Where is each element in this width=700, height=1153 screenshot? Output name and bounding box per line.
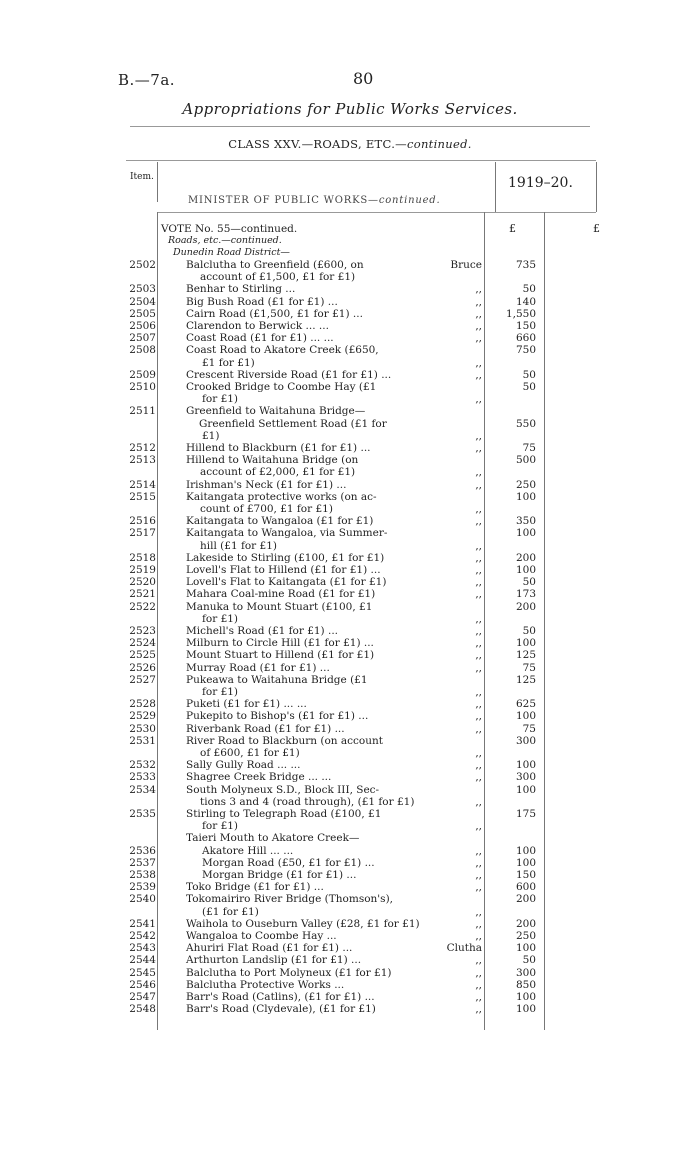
item-number: 2519: [129, 564, 156, 576]
locality: Clutha: [446, 942, 482, 955]
amount: 300: [515, 966, 536, 979]
locality: ,,: [475, 576, 482, 589]
locality: ,,: [475, 820, 482, 833]
locality: Bruce: [450, 259, 482, 271]
item-description: of £600, £1 for £1): [200, 747, 300, 759]
item-number: 2537: [129, 856, 156, 869]
locality: ,,: [475, 612, 482, 625]
item-description: Morgan Road (£50, £1 for £1) ...: [202, 856, 375, 869]
locality: ,,: [475, 503, 482, 515]
item-number: 2521: [129, 588, 156, 601]
item-description: Mahara Coal-mine Road (£1 for £1): [186, 588, 376, 601]
amount: 625: [515, 698, 536, 711]
item-number: 2522: [129, 600, 156, 613]
amount: 100: [515, 991, 536, 1003]
item-description: £1): [202, 429, 220, 442]
year-header: 1919–20.: [508, 175, 573, 191]
locality: ,,: [475, 551, 482, 564]
item-description: Mount Stuart to Hillend (£1 for £1): [186, 649, 375, 662]
item-description: Benhar to Stirling ...: [186, 283, 296, 296]
amount: 550: [515, 417, 536, 430]
amount: 600: [515, 881, 536, 894]
locality: ,,: [475, 307, 482, 320]
amount: 100: [515, 637, 536, 650]
item-description: Michell's Road (£1 for £1) ...: [186, 625, 339, 637]
item-description: Wangaloa to Coombe Hay ...: [186, 930, 337, 942]
locality: ,,: [475, 637, 482, 650]
amount: 300: [515, 771, 536, 784]
item-description: Stirling to Telegraph Road (£100, £1: [186, 808, 382, 820]
amount: 200: [515, 917, 536, 930]
amount: 300: [515, 734, 536, 747]
item-description: Waihola to Ouseburn Valley (£28, £1 for £1): [186, 917, 420, 930]
item-number: 2520: [129, 576, 156, 589]
amount: 200: [515, 600, 536, 613]
amount: 140: [515, 295, 536, 308]
item-description: for £1): [202, 612, 239, 625]
amount: 125: [515, 649, 536, 662]
amount: 50: [522, 381, 536, 393]
item-number: 2540: [129, 893, 156, 906]
amount: 1,550: [505, 307, 536, 320]
item-number: 2548: [129, 1003, 156, 1016]
vote-heading: VOTE No. 55—continued.: [161, 223, 298, 235]
amount: 500: [515, 454, 536, 467]
locality: ,,: [475, 429, 482, 442]
year-right-divider: [596, 162, 597, 212]
item-description: Greenfield to Waitahuna Bridge—: [186, 405, 366, 418]
locality: ,,: [475, 747, 482, 759]
locality: ,,: [475, 442, 482, 454]
item-number: 2534: [129, 783, 156, 796]
item-description: Ahuriri Flat Road (£1 for £1) ...: [186, 942, 353, 955]
item-description: for £1): [202, 393, 239, 406]
locality: ,,: [475, 393, 482, 406]
document-code: B.—7a.: [118, 71, 176, 89]
item-description: Barr's Road (Clydevale), (£1 for £1): [186, 1003, 376, 1016]
item-number: 2539: [129, 881, 156, 894]
item-number: 2538: [129, 869, 156, 881]
item-description: Pukepito to Bishop's (£1 for £1) ...: [186, 710, 369, 723]
amount: 50: [522, 368, 536, 381]
item-number: 2524: [129, 637, 156, 650]
item-description: Manuka to Mount Stuart (£100, £1: [186, 600, 373, 613]
item-number: 2526: [129, 661, 156, 674]
item-number: 2535: [129, 808, 156, 820]
locality: ,,: [475, 856, 482, 869]
item-description: Hillend to Blackburn (£1 for £1) ...: [186, 442, 371, 454]
item-description: Cairn Road (£1,500, £1 for £1) ...: [186, 307, 363, 320]
amount: 200: [515, 551, 536, 564]
item-description: Taieri Mouth to Akatore Creek—: [186, 832, 360, 845]
item-description: Coast Road to Akatore Creek (£650,: [186, 344, 379, 357]
item-number: 2525: [129, 649, 156, 662]
locality: ,,: [475, 356, 482, 369]
table-top-rule: [126, 160, 596, 161]
amount: 250: [515, 930, 536, 942]
locality: ,,: [475, 625, 482, 637]
item-number: 2516: [129, 515, 156, 528]
item-description: Sally Gully Road ... ...: [186, 759, 301, 772]
item-number: 2528: [129, 698, 156, 711]
item-description: Big Bush Road (£1 for £1) ...: [186, 295, 338, 308]
item-description: River Road to Blackburn (on account: [186, 734, 383, 747]
item-description: Akatore Hill ... ...: [202, 844, 294, 857]
amount: 750: [515, 344, 536, 357]
locality: ,,: [475, 686, 482, 698]
pound-sign-1: £: [509, 222, 516, 235]
locality: ,,: [475, 722, 482, 735]
item-number: 2513: [129, 454, 156, 467]
amount: 50: [522, 576, 536, 589]
item-description: Lakeside to Stirling (£100, £1 for £1): [186, 551, 385, 564]
locality: ,,: [475, 515, 482, 528]
item-number: 2546: [129, 978, 156, 991]
item-number: 2533: [129, 771, 156, 784]
locality: ,,: [475, 881, 482, 894]
amount: 175: [515, 808, 536, 820]
item-description: Balclutha to Greenfield (£600, on: [186, 259, 364, 271]
locality: ,,: [475, 661, 482, 674]
item-description: Kaitangata to Wangaloa, via Summer-: [186, 527, 388, 540]
item-number: 2510: [129, 381, 156, 393]
item-number: 2545: [129, 966, 156, 979]
item-description: Kaitangata protective works (on ac-: [186, 490, 377, 503]
locality: ,,: [475, 710, 482, 723]
amount: 50: [522, 625, 536, 637]
item-number: 2531: [129, 734, 156, 747]
locality: ,,: [475, 1003, 482, 1016]
item-number: 2530: [129, 722, 156, 735]
item-number: 2509: [129, 368, 156, 381]
amount: 75: [522, 722, 536, 735]
amount: 75: [522, 661, 536, 674]
amount: 100: [515, 564, 536, 576]
roads-heading: Roads, etc.—continued.: [168, 235, 282, 246]
amount: 100: [515, 710, 536, 723]
item-description: Coast Road (£1 for £1) ... ...: [186, 332, 334, 345]
locality: ,,: [475, 478, 482, 491]
item-number: 2529: [129, 710, 156, 723]
amount: 735: [515, 259, 536, 271]
item-number: 2511: [129, 405, 156, 418]
amount: 100: [515, 783, 536, 796]
item-description: Crescent Riverside Road (£1 for £1) ...: [186, 368, 392, 381]
locality: ,,: [475, 698, 482, 711]
locality: ,,: [475, 588, 482, 601]
item-description: Milburn to Circle Hill (£1 for £1) ...: [186, 637, 374, 650]
item-description: Hillend to Waitahuna Bridge (on: [186, 454, 359, 467]
page-number: 80: [353, 69, 374, 88]
item-number: 2542: [129, 930, 156, 942]
amount: 100: [515, 527, 536, 540]
item-description: account of £1,500, £1 for £1): [200, 271, 356, 284]
item-description: Murray Road (£1 for £1) ...: [186, 661, 330, 674]
item-column-header: Item.: [130, 172, 154, 182]
locality: ,,: [475, 795, 482, 808]
amount: 150: [515, 320, 536, 332]
item-description: for £1): [202, 820, 239, 833]
class-subtitle: CLASS XXV.—ROADS, ETC.—continued.: [228, 137, 472, 151]
item-number: 2508: [129, 344, 156, 357]
item-description: hill (£1 for £1): [200, 539, 277, 552]
locality: ,,: [475, 649, 482, 662]
amount: 125: [515, 673, 536, 686]
locality: ,,: [475, 466, 482, 479]
amount: 75: [522, 442, 536, 454]
item-description: Pukeawa to Waitahuna Bridge (£1: [186, 673, 368, 686]
item-number: 2506: [129, 320, 156, 332]
item-description: Puketi (£1 for £1) ... ...: [186, 698, 307, 711]
item-number: 2507: [129, 332, 156, 345]
item-description: account of £2,000, £1 for £1): [200, 466, 356, 479]
locality: ,,: [475, 991, 482, 1003]
item-description: Riverbank Road (£1 for £1) ...: [186, 722, 345, 735]
locality: ,,: [475, 539, 482, 552]
amount-right-divider: [544, 212, 545, 1030]
pound-sign-2: £: [593, 222, 600, 235]
item-description: Tokomairiro River Bridge (Thomson's),: [186, 893, 394, 906]
amount-left-divider: [484, 212, 485, 1030]
item-number: 2505: [129, 307, 156, 320]
amount: 100: [515, 856, 536, 869]
item-description: Kaitangata to Wangaloa (£1 for £1): [186, 515, 374, 528]
locality: ,,: [475, 320, 482, 332]
amount: 250: [515, 478, 536, 491]
item-description: Barr's Road (Catlins), (£1 for £1) ...: [186, 991, 375, 1003]
item-description: Clarendon to Berwick ... ...: [186, 320, 329, 332]
item-description: Shagree Creek Bridge ... ...: [186, 771, 332, 784]
item-description: Arthurton Landslip (£1 for £1) ...: [186, 954, 362, 967]
item-description: Crooked Bridge to Coombe Hay (£1: [186, 381, 377, 393]
item-number: 2512: [129, 442, 156, 454]
item-number: 2544: [129, 954, 156, 967]
item-number: 2532: [129, 759, 156, 772]
item-description: Lovell's Flat to Kaitangata (£1 for £1): [186, 576, 387, 589]
item-number: 2527: [129, 673, 156, 686]
item-header-divider: [157, 162, 158, 202]
item-number: 2517: [129, 527, 156, 540]
amount: 850: [515, 978, 536, 991]
locality: ,,: [475, 759, 482, 772]
amount: 50: [522, 283, 536, 296]
item-description: Lovell's Flat to Hillend (£1 for £1) ...: [186, 564, 381, 576]
minister-rule: [157, 212, 495, 213]
amount: 200: [515, 893, 536, 906]
item-description: (£1 for £1): [202, 905, 259, 918]
item-description: Morgan Bridge (£1 for £1) ...: [202, 869, 357, 881]
item-description: Irishman's Neck (£1 for £1) ...: [186, 478, 347, 491]
locality: ,,: [475, 332, 482, 345]
item-number: 2514: [129, 478, 156, 491]
item-description: South Molyneux S.D., Block III, Sec-: [186, 783, 380, 796]
item-number: 2504: [129, 295, 156, 308]
locality: ,,: [475, 905, 482, 918]
locality: ,,: [475, 954, 482, 967]
locality: ,,: [475, 844, 482, 857]
locality: ,,: [475, 283, 482, 296]
item-number: 2543: [129, 942, 156, 955]
item-number: 2523: [129, 625, 156, 637]
locality: ,,: [475, 771, 482, 784]
amount: 100: [515, 1003, 536, 1016]
district-heading: Dunedin Road District—: [173, 247, 290, 258]
amount: 660: [515, 332, 536, 345]
item-column-divider: [157, 212, 158, 1030]
locality: ,,: [475, 564, 482, 576]
item-number: 2515: [129, 490, 156, 503]
minister-heading: MINISTER OF PUBLIC WORKS—continued.: [188, 195, 441, 206]
amount: 100: [515, 942, 536, 955]
item-description: Balclutha Protective Works ...: [186, 978, 345, 991]
amount: 100: [515, 490, 536, 503]
amount: 173: [515, 588, 536, 601]
locality: ,,: [475, 368, 482, 381]
item-description: for £1): [202, 686, 239, 698]
item-number: 2536: [129, 844, 156, 857]
item-number: 2541: [129, 917, 156, 930]
item-number: 2518: [129, 551, 156, 564]
title-rule: [130, 126, 590, 127]
amount: 100: [515, 844, 536, 857]
locality: ,,: [475, 978, 482, 991]
locality: ,,: [475, 966, 482, 979]
item-description: Toko Bridge (£1 for £1) ...: [186, 881, 324, 894]
year-under-rule: [495, 212, 596, 213]
page-title: Appropriations for Public Works Services.: [182, 100, 518, 118]
item-description: £1 for £1): [202, 356, 255, 369]
item-description: Greenfield Settlement Road (£1 for: [199, 417, 387, 430]
amount: 350: [515, 515, 536, 528]
amount: 50: [522, 954, 536, 967]
locality: ,,: [475, 930, 482, 942]
item-number: 2547: [129, 991, 156, 1003]
item-number: 2502: [129, 259, 156, 271]
locality: ,,: [475, 295, 482, 308]
item-description: Balclutha to Port Molyneux (£1 for £1): [186, 966, 392, 979]
item-description: tions 3 and 4 (road through), (£1 for £1): [200, 795, 415, 808]
amount: 100: [515, 759, 536, 772]
item-description: count of £700, £1 for £1): [200, 503, 333, 515]
item-number: 2503: [129, 283, 156, 296]
year-left-divider: [495, 162, 496, 212]
amount: 150: [515, 869, 536, 881]
locality: ,,: [475, 869, 482, 881]
locality: ,,: [475, 917, 482, 930]
